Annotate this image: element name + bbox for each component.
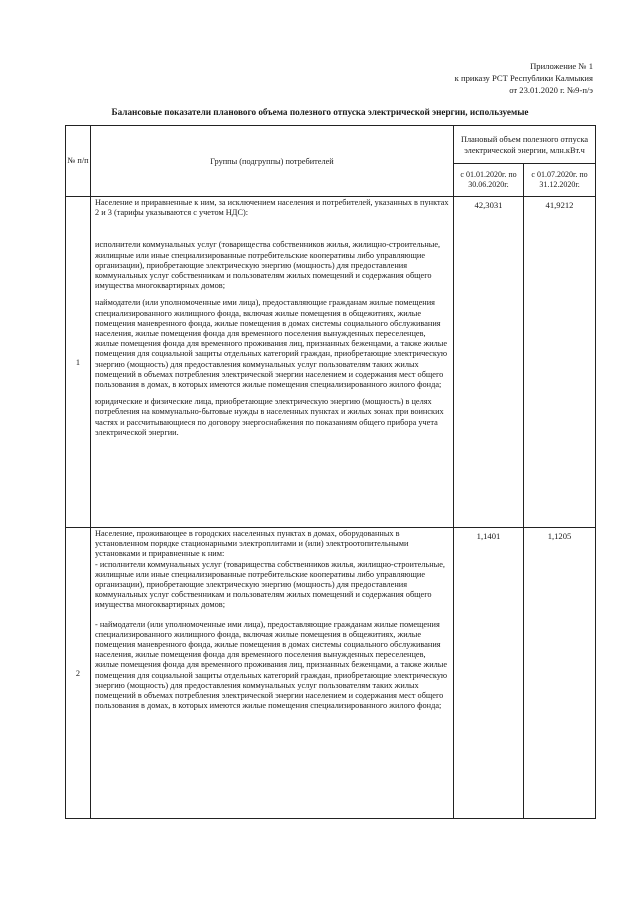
group-paragraph: Население и приравненные к ним, за исключением населения и потребителей, указанных в пунктах 2 и 3 (тарифы указываются с учетом НДС): <box>95 198 449 218</box>
row-groups <box>91 197 454 528</box>
group-paragraph: - наймодатели (или уполномоченные ими лица), предоставляющие гражданам жилые помещения специализированного жилищного фонда, включая жилые помещения в общежитиях, жилые помещения маневренного фонда, жилые помещения в домах системы социального обслуживания населения, жилые помещения фонда для временного поселения вынужденных переселенцев, жилые помещения фонда для временного проживания лиц, признанных беженцами, а также жилые помещения для социальной защиты отдельных категорий граждан, приобретающие электрическую энергию (мощность) для предоставления коммунальных услуг пользователям таких жилых помещений в объемах потребления электрической энергии населением и содержания мест общего пользования в домах, в которых имеются жилые помещения специализированного жилого фонда; <box>95 619 448 711</box>
row-value-period-2: 1,1205 <box>524 528 596 819</box>
header-number: № п/п <box>66 126 91 197</box>
header-period-2: с 01.07.2020г. по 31.12.2020г. <box>524 164 596 197</box>
appendix-header <box>455 60 593 96</box>
row-value-period-1: 1,1401 <box>454 528 524 819</box>
group-paragraph: юридические и физические лица, приобретающие электрическую энергию (мощность) в целях потребления на коммунально-бытовые нужды в населенных пунктах и жилых зонах при воинских частях и рассчитывающиеся по договору энергоснабжения по показаниям общего прибора учета электрической энергии. <box>95 397 444 437</box>
header-period-1: с 01.01.2020г. по 30.06.2020г. <box>454 164 524 197</box>
header-groups: Группы (подгруппы) потребителей <box>91 126 454 197</box>
row-number: 1 <box>66 197 91 528</box>
group-paragraph: Население, проживающее в городских населенных пунктах в домах, оборудованных в установленном порядке стационарными электроплитами и (или) электроотопительными установками и приравненные к ним: <box>95 529 409 559</box>
appendix-line: к приказу РСТ Республики Калмыкия <box>454 73 593 83</box>
row-groups <box>91 528 454 819</box>
appendix-line: от 23.01.2020 г. №9-п/э <box>509 85 593 95</box>
document-title: Балансовые показатели планового объема полезного отпуска электрической энергии, используемые <box>111 107 529 117</box>
table-row <box>66 197 596 528</box>
group-paragraph: - исполнители коммунальных услуг (товарищества собственников жилья, жилищно-строительные, жилищные или иные специализированные потребительские кооперативы либо управляющие организации), приобретающие электрическую энергию (мощность) для предоставления коммунальных услуг собственникам и пользователям жилых помещений и содержания общего имущества многоквартирных домов; <box>95 559 445 610</box>
row-value-period-2: 41,9212 <box>524 197 596 528</box>
group-paragraph: наймодатели (или уполномоченные ими лица), предоставляющие гражданам жилые помещения специализированного жилищного фонда, включая жилые помещения в общежитиях, жилые помещения маневренного фонда, жилые помещения в домах системы социального обслуживания населения, жилые помещения фонда для временного поселения вынужденных переселенцев, жилые помещения фонда для временного проживания лиц, признанных беженцами, а также жилые помещения для социальной защиты отдельных категорий граждан, приобретающие электрическую энергию (мощность) для предоставления коммунальных услуг пользователям таких жилых помещений в объемах потребления электрической энергии населением и содержания мест общего пользования в домах, в которых имеются жилые помещения специализированного жилого фонда; <box>95 298 448 390</box>
balance-table <box>65 125 596 819</box>
row-value-period-1: 42,3031 <box>454 197 524 528</box>
appendix-line: Приложение № 1 <box>530 61 593 71</box>
row-number: 2 <box>66 528 91 819</box>
header-plan: Плановый объем полезного отпуска электрической энергии, млн.кВт.ч <box>454 126 596 164</box>
group-paragraph: исполнители коммунальных услуг (товарищества собственников жилья, жилищно-строительные, жилищные или иные специализированные потребительские кооперативы либо управляющие организации), приобретающие электрическую энергию (мощность) для предоставления коммунальных услуг собственникам и пользователям жилых помещений и содержания общего имущества многоквартирных домов; <box>95 240 441 291</box>
table-row <box>66 528 596 819</box>
